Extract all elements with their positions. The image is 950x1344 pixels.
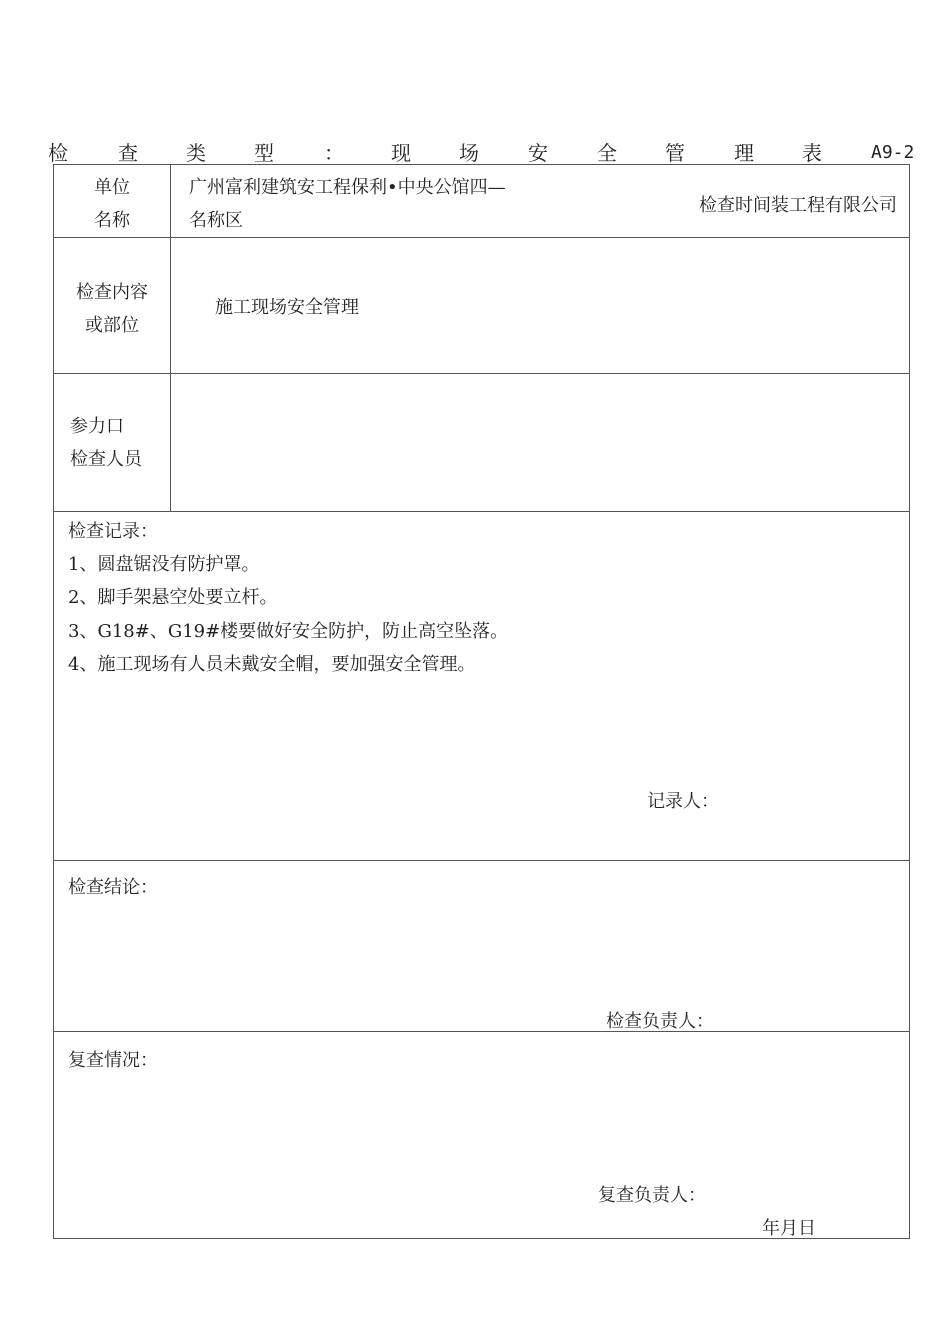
review-date-label: 年月日 (762, 1218, 816, 1239)
content-value-cell (171, 238, 910, 374)
unit-row (54, 165, 910, 238)
participants-value-cell (171, 374, 910, 512)
participants-label-line2: 检查人员 (70, 449, 142, 470)
content-row (54, 238, 910, 374)
unit-label-cell (54, 165, 171, 238)
content-label-line1: 检查内容 (76, 282, 148, 303)
record-item: 3、G18#、G19#楼要做好安全防护，防止高空坠落。 (68, 621, 509, 642)
header-char: 管 (665, 141, 685, 165)
header-char: 型 (254, 141, 274, 165)
header-char: 查 (118, 141, 138, 165)
header-char: 类 (186, 141, 206, 165)
record-item: 4、施工现场有人员未戴安全帽，要加强安全管理。 (68, 654, 476, 675)
content-value: 施工现场安全管理 (215, 297, 359, 318)
content-label-cell (54, 238, 171, 374)
header-char: 现 (391, 141, 411, 165)
header-char: 安 (528, 141, 548, 165)
inspection-form-table (53, 164, 910, 1239)
unit-name-line2: 名称区 (189, 210, 243, 231)
conclusion-responsible-label: 检查负责人： (606, 1011, 714, 1032)
recorder-label: 记录人： (647, 791, 719, 812)
header-char: 全 (597, 141, 617, 165)
review-responsible-label: 复查负责人： (598, 1185, 706, 1206)
review-row (54, 1032, 910, 1239)
record-item: 2、脚手架悬空处要立杆。 (68, 587, 278, 608)
header-char: 检 (48, 141, 68, 165)
header-char: 表 (802, 141, 822, 165)
record-row (54, 512, 910, 861)
unit-right-text: 检查时间装工程有限公司 (699, 195, 897, 216)
participants-row (54, 374, 910, 512)
record-item: 1、圆盘锯没有防护罩。 (68, 554, 260, 575)
unit-label-line1: 单位 (94, 177, 130, 198)
conclusion-row (54, 861, 910, 1032)
unit-name-line1: 广州富利建筑安工程保利•中央公馆四— (189, 177, 506, 198)
participants-label-cell (54, 374, 171, 512)
header-char: 场 (459, 141, 479, 165)
review-cell (54, 1032, 910, 1239)
form-code: A9-2 (871, 142, 915, 163)
conclusion-cell (54, 861, 910, 1032)
content-label-line2: 或部位 (85, 315, 139, 336)
conclusion-title: 检查结论： (68, 877, 158, 898)
unit-label-line2: 名称 (94, 210, 130, 231)
review-title: 复查情况： (68, 1050, 158, 1071)
record-cell (54, 512, 910, 861)
header-char: 理 (734, 141, 754, 165)
form-header (48, 140, 916, 166)
participants-label-line1: 参力口 (70, 416, 124, 437)
header-char: ： (324, 141, 344, 165)
unit-value-cell (171, 165, 910, 238)
record-title: 检查记录： (68, 521, 158, 542)
